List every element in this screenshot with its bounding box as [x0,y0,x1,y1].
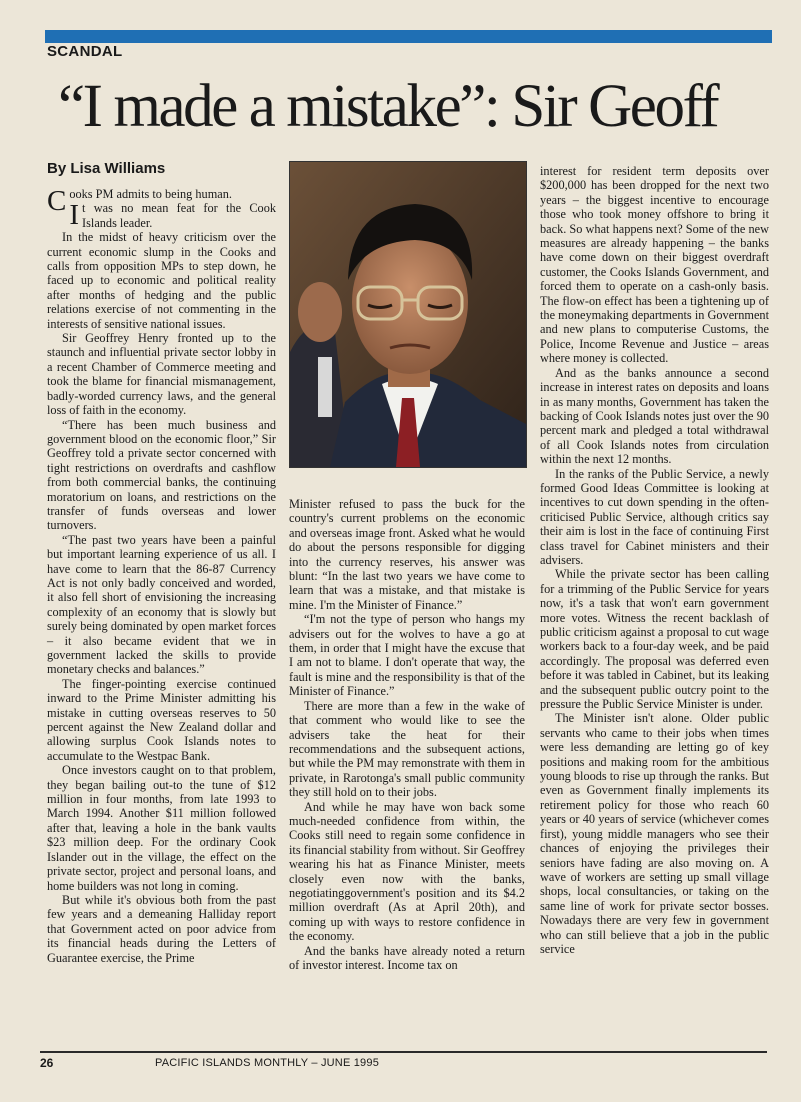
article-headline: “I made a mistake”: Sir Geoff [58,73,718,140]
drop-cap: C [47,185,67,217]
body-paragraph: And while he may have won back some much-needed confidence from within, the Cooks still need to regain some confidence in its financial stability from without. Sir Geoffrey wearing his hat as Finance Minister, meets closely even now with the banks, negotiatinggovernment's position and its $4.2 million overdraft (As at April 20th), and coming up with ways to restore confidence in the economy. [289,799,525,944]
portrait-illustration [290,162,526,467]
lead-paragraph: It was no mean feat for the Cook Islands leader. [69,199,276,232]
article-column-2 [289,497,525,972]
page-number: 26 [40,1056,54,1070]
body-paragraph: And as the banks announce a second increase in interest rates on deposits and loans in as many months, Government has taken the backing of Cook Islands notes just over the 90 percent mark and pledged a total withdrawal of all Cook Islands notes from circulation within the next 12 months. [540,365,769,467]
standfirst-paragraph: Cooks PM admits to being human. [47,185,232,217]
byline: By Lisa Williams [47,160,166,177]
body-paragraph: In the ranks of the Public Service, a newly formed Good Ideas Committee is looking at incentives to cut down spending in the often-criticised Public Service, although critics say their aim is lost in the face of continuing First class travel for Cabinet ministers and their advisers. [540,466,769,567]
publication-footer: PACIFIC ISLANDS MONTHLY – JUNE 1995 [155,1057,380,1069]
body-paragraph: Minister refused to pass the buck for the country's current problems on the economic and overseas image front. Asked what he would do about the persons responsible for digging into the currency reserves, his answer was blunt: “In the last two years we have come to learn that was a mistake, and that mistake is mine. I'm the Minister of Finance.” [289,497,525,612]
body-paragraph: In the midst of heavy criticism over the current economic slump in the Cooks and calls from opposition MPs to step down, he faced up to economic and political reality after months of hedging and the public relations exercise of not commenting in the interests of sensitive national issues. [47,230,276,331]
section-color-bar [45,30,772,43]
body-paragraph: Once investors caught on to that problem, they began bailing out-to the tune of $12 million in four months, from late 1993 to March 1994. Another $11 million followed after that, leaving a hole in the bank vaults $23 million deep. For the ordinary Cook Islander out in the village, the effect on the private sector, project and personal loans, and home builders was not long in coming. [47,763,276,893]
body-paragraph: And the banks have already noted a return of investor interest. Income tax on [289,943,525,972]
footer-rule [40,1051,767,1053]
article-column-1 [47,187,276,965]
body-paragraph: “There has been much business and government blood on the economic floor,” Sir Geoffrey told a private sector concerned with tight restrictions on overdrafts and cashflow from both commercial banks, the continuing moratorium on loans, and restrictions on the transfer of funds overseas and lower turnovers. [47,417,276,533]
body-paragraph: There are more than a few in the wake of that comment who would like to see the advisers take the heat for their recommendations and the subsequent actions, but while the PM may remonstrate with them in private, in Rarotonga's small public community they still hold on to their jobs. [289,698,525,800]
article-column-3 [540,164,769,956]
body-paragraph: interest for resident term deposits over $200,000 has been dropped for the next two years – the biggest incentive to encourage those who took money offshore to bring it back. So what happens next? Some of the new measures are already happening – the banks have come down on their biggest overdraft customer, the Cooks Islands Government, and forced them to operate on a cash-only basis. The flow-on effect has been a tightening up of the moneymaking departments in Government and new plans to computerise Customs, the Police, Income Revenue and Justice – areas where money is collected. [540,164,769,366]
body-paragraph: But while it's obvious both from the past few years and a demeaning Halliday report that Government acted on poor advice from its financial heads during the Letters of Guarantee exercise, the Prime [47,892,276,965]
body-paragraph: The finger-pointing exercise continued inward to the Prime Minister admitting his mistake in cutting overseas reserves to 50 percent against the New Zealand dollar and allowing surplus Cook Islands notes to accumulate to the Westpac Bank. [47,676,276,763]
portrait-photo [289,161,527,468]
body-paragraph: “I'm not the type of person who hangs my advisers out for the wolves to have a go at them, in order that I might have the excuse that I am not to blame. I don't operate that way, the fault is mine and the responsibility is that of the Minister of Finance.” [289,612,525,699]
body-paragraph: “The past two years have been a painful but important learning experience of us all. I have come to learn that the 86-87 Currency Act is not only badly conceived and worded, it also fell short of envisioning the increasing complexity of an economy that is slowly but surely being dominated by open market forces – it also became evident that we in government lacked the skills to provide monetary checks and balances.” [47,532,276,677]
body-paragraph: The Minister isn't alone. Older public servants who came to their jobs when times were less demanding are letting go of key positions and making room for the ambitious young bloods to rise up through the ranks. But even as Government finally implements its retirement policy for those who reach 60 years or 40 years of service (whichever comes first), young middle managers who see their chances of enjoying the privileges their seniors have fading are also moving on. A wave of workers are setting up small village shops, local consultancies, or taking on the same line of work for private sector bosses. Nowadays there are very few in government who can still believe that a job in the public service [540,711,769,956]
body-paragraph: While the private sector has been calling for a trimming of the Public Service for years now, it's a task that won't earn government more votes. Witness the recent backlash of public criticism against a proposal to cut wage workers back to a four-day week, and be paid accordingly. The proposal was deferred even before it was tabled in Cabinet, but its leaking and the subsequent public outcry point to the pressure the Public Service Minister is under. [540,567,769,712]
section-label: SCANDAL [47,43,123,60]
drop-cap: I [69,199,80,232]
body-paragraph: Sir Geoffrey Henry fronted up to the staunch and influential private sector lobby in a recent Chamber of Commerce meeting and took the blame for financial mismanagement, badly-worded currency laws, and the general loss of faith in the economy. [47,331,276,418]
